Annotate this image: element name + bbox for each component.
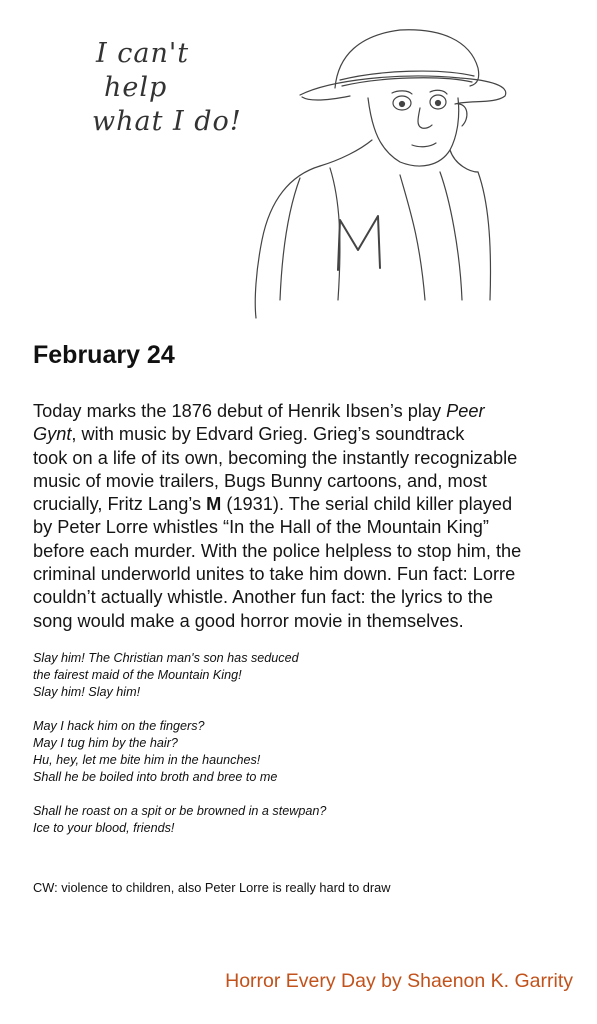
- lyric-line: Shall he roast on a spit or be browned in a stewpan?: [33, 804, 327, 818]
- body-line: music of movie trailers, Bugs Bunny cartoons, and, most: [33, 470, 487, 491]
- peter-lorre-sketch: [0, 0, 597, 330]
- lyric-line: Hu, hey, let me bite him in the haunches!: [33, 753, 261, 767]
- date-heading: February 24: [33, 341, 175, 369]
- body-line: Gynt, with music by Edvard Grieg. Grieg’s soundtrack: [33, 424, 465, 445]
- article-body: [33, 400, 553, 633]
- handwriting-line-1: I can't: [96, 38, 190, 69]
- lyrics-stanza: [33, 650, 326, 701]
- lyric-line: the fairest maid of the Mountain King!: [33, 668, 242, 682]
- lyric-line: Slay him! The Christian man's son has seduced: [33, 651, 299, 665]
- body-line: by Peter Lorre whistles “In the Hall of the Mountain King”: [33, 517, 489, 538]
- content-warning: CW: violence to children, also Peter Lorre is really hard to draw: [33, 880, 391, 895]
- handwriting-line-3: what I do!: [92, 106, 242, 137]
- lyrics-stanza: [33, 718, 326, 786]
- body-line: crucially, Fritz Lang’s M (1931). The serial child killer played: [33, 494, 513, 515]
- lyric-line: Slay him! Slay him!: [33, 685, 141, 699]
- lyric-line: Ice to your blood, friends!: [33, 821, 175, 835]
- body-line: Today marks the 1876 debut of Henrik Ibsen’s play Peer: [33, 401, 485, 421]
- lyric-line: May I hack him on the fingers?: [33, 719, 205, 733]
- lyrics-stanza: [33, 803, 326, 837]
- handwriting-line-2: help: [104, 72, 168, 103]
- body-line: criminal underworld unites to take him down. Fun fact: Lorre: [33, 564, 516, 585]
- lyric-line: May I tug him by the hair?: [33, 736, 178, 750]
- body-line: couldn’t actually whistle. Another fun fact: the lyrics to the: [33, 587, 493, 608]
- lyrics-block: [33, 650, 326, 854]
- body-line: before each murder. With the police helpless to stop him, the: [33, 540, 522, 561]
- lyric-line: Shall he be boiled into broth and bree to me: [33, 770, 278, 784]
- credit-line: Horror Every Day by Shaenon K. Garrity: [225, 970, 573, 992]
- body-line: took on a life of its own, becoming the instantly recognizable: [33, 447, 518, 468]
- body-line: song would make a good horror movie in themselves.: [33, 610, 464, 631]
